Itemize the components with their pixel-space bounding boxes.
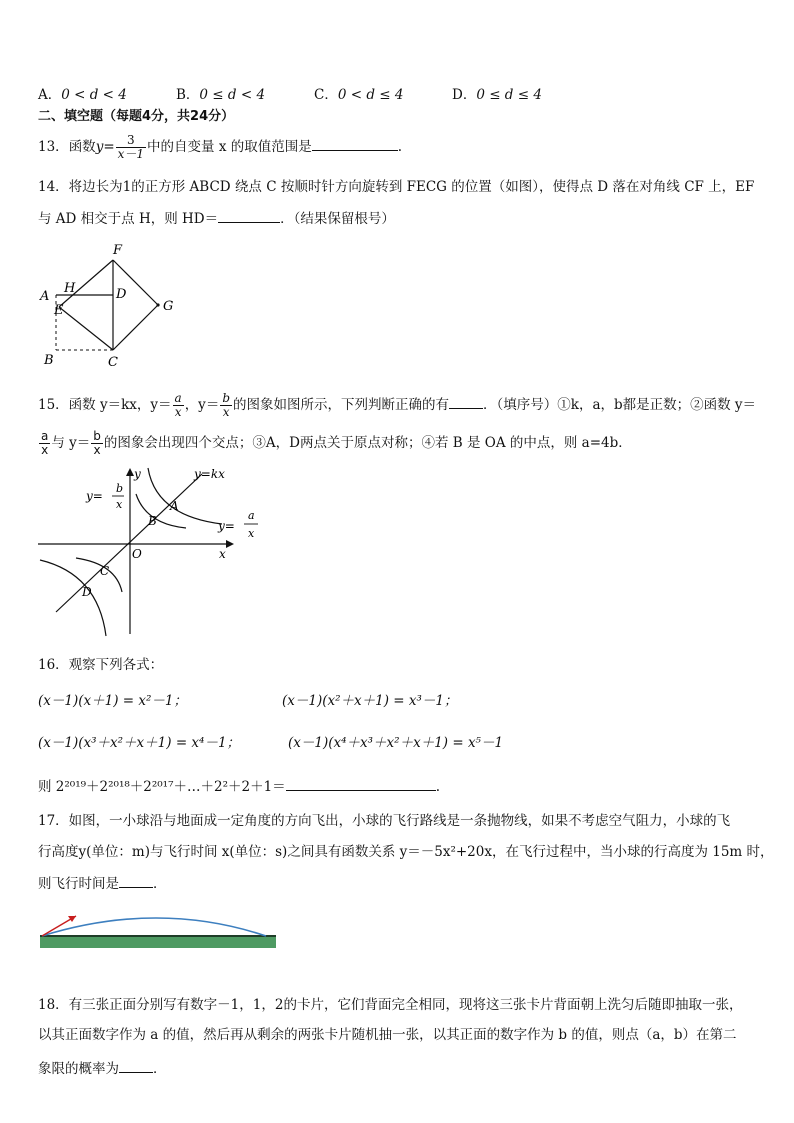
question-18-line1: 18．有三张正面分别写有数字－1，1，2的卡片，它们背面完全相同，现将这三张卡片背面朝上洗匀后随即抽取一张， xyxy=(38,997,743,1013)
section-heading: 二、填空题（每题4分，共24分） xyxy=(38,109,235,124)
question-18-line3: 象限的概率为 ． xyxy=(38,1058,167,1078)
label-e: E xyxy=(54,303,64,318)
question-17-line1: 17．如图，一小球沿与地面成一定角度的方向飞出，小球的飞行路线是一条抛物线，如果不考虑空气阻力，小球的飞 xyxy=(38,813,731,829)
x-axis-label: x xyxy=(219,547,226,561)
question-15-line1: 15．函数 y＝kx，y＝ $\frac{a}{x}$ ，y＝ $\frac{b}{x}$ 的图象如图所示，下列判断正确的有 ．（填序号）①k，a，b都是正数；②函数 y＝ xyxy=(38,391,757,419)
label-a: A xyxy=(40,289,50,304)
question-16-intro: 16．观察下列各式： xyxy=(38,657,164,673)
curve-b-lhs: y= xyxy=(86,489,103,503)
answer-blank-17[interactable] xyxy=(119,873,153,888)
answer-blank-14[interactable] xyxy=(218,208,280,223)
y-axis-label: y xyxy=(134,467,141,481)
equation-1: (x－1)(x＋1) = x²－1； xyxy=(38,693,187,709)
question-16-final: 则 2²⁰¹⁹＋2²⁰¹⁸＋2²⁰¹⁷＋…＋2²＋2＋1＝ . xyxy=(38,776,440,796)
line-label: y=kx xyxy=(194,467,225,481)
ground xyxy=(40,936,276,948)
equation-3: (x－1)(x³＋x²＋x＋1) = x⁴－1； xyxy=(38,735,241,751)
question-17-line3: 则飞行时间是 ． xyxy=(38,873,167,893)
parabola-path xyxy=(42,918,266,936)
answer-blank-13[interactable] xyxy=(312,136,398,151)
curve-a-q3 xyxy=(40,560,106,636)
label-d: D xyxy=(116,287,127,302)
origin-label: O xyxy=(132,547,142,561)
segment-ec xyxy=(59,307,113,350)
label-h: H xyxy=(64,281,76,296)
point-d-label: D xyxy=(82,585,92,599)
point-a-label: A xyxy=(170,499,179,513)
answer-blank-15[interactable] xyxy=(449,394,483,409)
fraction-b-over-x: $\frac{b}{x}$ xyxy=(222,391,231,419)
fraction-3-over-x-1: $\frac{3}{x-1}$ xyxy=(117,133,145,161)
curve-a-num: a xyxy=(248,509,255,522)
curve-b-den: x xyxy=(116,498,123,511)
ball-trajectory-figure xyxy=(38,906,278,950)
answer-blank-18[interactable] xyxy=(119,1058,153,1073)
function-graph xyxy=(36,464,276,639)
fraction-a-over-x: $\frac{a}{x}$ xyxy=(174,391,182,419)
question-13: 13．函数y= $\frac{3}{x-1}$ 中的自变量 x 的取值范围是 . xyxy=(38,133,403,161)
curve-b-num: b xyxy=(116,482,124,495)
label-g: G xyxy=(163,299,174,314)
question-14-line1: 14．将边长为1的正方形 ABCD 绕点 C 按顺时针方向旋转到 FECG 的位置（如图），使得点 D 落在对角线 CF 上，EF xyxy=(38,179,755,195)
label-c: C xyxy=(108,355,118,370)
point-c-label: C xyxy=(100,564,110,578)
square-rotation-figure xyxy=(36,240,186,370)
question-18-line2: 以其正面数字作为 a 的值，然后再从剩余的两张卡片随机抽一张，以其正面的数字作为 b 的值，则点（a，b）在第二 xyxy=(38,1027,737,1043)
question-14-line2: 与 AD 相交于点 H，则 HD＝ ．（结果保留根号） xyxy=(38,208,395,228)
label-b: B xyxy=(44,353,54,368)
equation-4: (x－1)(x⁴＋x³＋x²＋x＋1) = x⁵－1 xyxy=(288,735,504,751)
line-y-kx xyxy=(56,474,202,612)
choice-a: A．0 < d < 4 xyxy=(38,87,127,103)
label-f: F xyxy=(113,243,123,258)
curve-a-lhs: y= xyxy=(218,519,235,533)
choice-b: B．0 ≤ d < 4 xyxy=(176,87,266,103)
point-b-label: B xyxy=(148,514,157,528)
question-15-line2: $\frac{a}{x}$ 与 y＝ $\frac{b}{x}$ 的图象会出现四个交点；③A，D两点关于原点对称；④若 B 是 OA 的中点，则 a=4b． xyxy=(41,429,632,457)
choice-d: D．0 ≤ d ≤ 4 xyxy=(452,87,542,103)
answer-blank-16[interactable] xyxy=(286,776,436,791)
choice-c: C．0 < d ≤ 4 xyxy=(314,87,404,103)
curve-a-den: x xyxy=(248,527,255,540)
equation-2: (x－1)(x²＋x＋1) = x³－1； xyxy=(282,693,458,709)
question-17-line2: 行高度y(单位：m)与飞行时间 x(单位：s)之间具有函数关系 y＝－5x²+20x，在飞行过程中，当小球的行高度为 15m 时， xyxy=(38,844,774,860)
segment-cg xyxy=(113,305,158,350)
